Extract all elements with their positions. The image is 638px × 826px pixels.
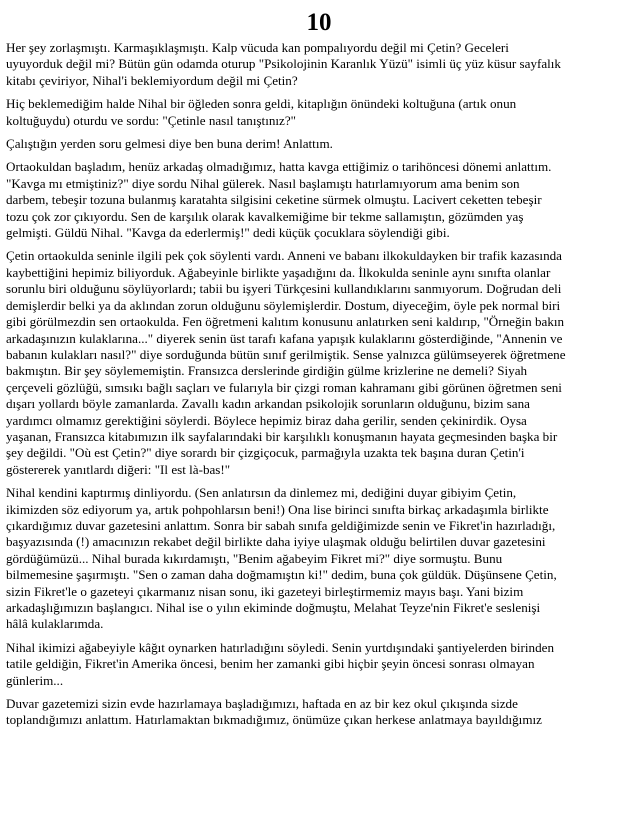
paragraph: Çetin ortaokulda seninle ilgili pek çok söylenti vardı. Anneni ve babanı ilkokuldayken bir trafik kazasında kaybettiğini hepimiz biliyorduk. Ağabeyinle birlikte yaşadığını da. İlkokulda seninle aynı sınıfta olanlar sorunlu biri olduğunu söylüyorlardı; tabii bu işyeri Türkçesini kullandıklarını sanmıyorum. Doğrudan deli demişlerdir belki ya da aklından zorun olduğunu söylemişlerdir. Dostum, diyeceğim, öyle pek normal biri gibi görülmezdin sen ortaokulda. Fen öğretmeni kalıtım konusunu anlatırken seni kaldırıp, "Örneğin bakın arkadaşınızın kulaklarına..." diyerek senin üst tarafı kafana yapışık kulaklarını gösterdiğinde, "Annenin ve babanın kulakları nasıl?" diye sorduğunda bütün sınıf gerilmiştik. Sense yalnızca gülümseyerek öğretmene bakmıştın. Bir şey söylememiştin. Fransızca derslerinde girdiğin gülme krizlerine ne demeli? Siyah çerçeveli gözlüğü, sımsıkı bağlı saçları ve fularıyla bir çizgi roman kahramanı gibi görünen öğretmen seni dışarı yollardı böyle zamanlarda. Zavallı kadın arkandan psikolojik sorunların olduğunu, bizim sana yardımcı olmamız gerektiğini söylerdi. Böylece hepimiz biraz daha gerilir, senden çekinirdik. Oysa yaşanan, Fransızca kitabımızın ilk sayfalarındaki bir karşılıklı konuşmanın hayata geçmesinden başka bir şey değildi. "Où est Çetin?" diye sorardı bir çizgiçocuk, parmağıyla uzakta tek başına duran Çetin'i göstererek yanıtlardı diğeri: "Il est là-bas!"	[6, 248, 566, 477]
paragraph: Ortaokuldan başladım, henüz arkadaş olmadığımız, hatta kavga ettiğimiz o tarihöncesi dönemi anlattım. "Kavga mı etmiştiniz?" diye sordu Nihal gülerek. Nasıl başlamıştı hatırlamıyorum ama benim son darbem, tebeşir tozuna bulanmış karatahta silgisini ceketine sürmek olmuştu. Lacivert ceketten tebeşir tozu çok zor çıkıyordu. Sen de karşılık olarak kavalkemiğime bir tekme sallamıştın, gözümden yaş gelmişti. Güldü Nihal. "Kavga da ederlermiş!" dedi küçük çocuklara söylendiği gibi.	[6, 159, 552, 241]
paragraph: Nihal ikimizi ağabeyiyle kâğıt oynarken hatırladığını söyledi. Senin yurtdışındaki şantiyelerden birinden tatile geldiğin, Fikret'in Amerika öncesi, benim her zamanki gibi hiçbir şeyin öncesi sonrası olmayan günlerim...	[6, 639, 554, 688]
chapter-number: 10	[306, 9, 332, 36]
paragraph: Hiç beklemediğim halde Nihal bir öğleden sonra geldi, kitaplığın önündeki koltuğuna (artık onun koltuğuydu) oturdu ve sordu: "Çetinle nasıl tanıştınız?"	[6, 96, 517, 128]
paragraph: Çalıştığın yerden soru gelmesi diye ben buna derim! Anlattım.	[6, 136, 333, 152]
paragraph: Nihal kendini kaptırmış dinliyordu. (Sen anlatırsın da dinlemez mi, dediğini duyar gibiyim Çetin, ikimizden söz ediyorum ya, artık pohpohlarsın beni!) Ona lise birinci sınıfta birkaç arkadaşımla birlikte çıkardığımız duvar gazetesini anlattım. Sonra bir sabah sınıfa geldiğimizde senin ve Fikret'in hazırladığı, başyazısında (!) amacınızın rekabet değil birlikte daha iyiye ulaşmak olduğu belirtilen duvar gazetesini gördüğümüzü... Nihal burada kıkırdamıştı, "Benim ağabeyim Fikret mi?" diye sormuştu. Bunu bilmemesine şaşırmıştı. "Sen o zaman daha doğmamıştın ki!" dedim, buna çok güldük. Düşünsene Çetin, sizin Fikret'le o gazeteyi çıkarmanız nisan sonu, iki gazeteyi birleştirmemiz mayıs başı. Yani bizim arkadaşlığımızın başlangıcı. Nihal ise o yılın ekiminde doğmuştu, Melahat Teyze'nin Fikret'e seslenişi hâlâ kulaklarımda.	[6, 485, 557, 632]
paragraph: Her şey zorlaşmıştı. Karmaşıklaşmıştı. Kalp vücuda kan pompalıyordu değil mi Çetin? Geceleri uyuyorduk değil mi? Bütün gün odamda oturup "Psikolojinin Karanlık Yüzü" isimli üç yüz küsur sayfalık kitabı çeviriyor, Nihal'i beklemiyordum değil mi Çetin?	[6, 40, 561, 88]
paragraph: Duvar gazetemizi sizin evde hazırlamaya başladığımızı, haftada en az bir kez okul çıkışında sizde toplandığımızı anlattım. Hatırlamaktan bıkmadığımız, önümüze çıkan herkese anlatmaya bayıldığımız	[6, 696, 542, 728]
book-page	[6, 0, 632, 736]
